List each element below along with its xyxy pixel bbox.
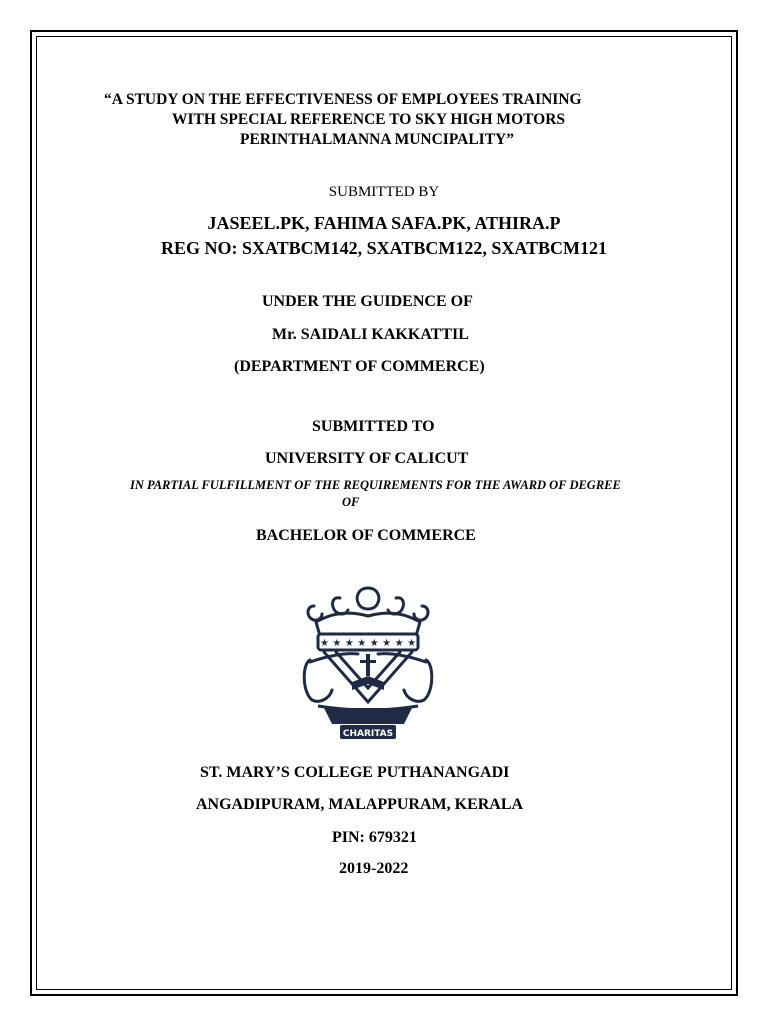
degree-name: BACHELOR OF COMMERCE [256,527,476,544]
fulfillment-line-2: OF [342,495,360,509]
academic-years: 2019-2022 [339,860,409,877]
submitted-by-label: SUBMITTED BY [328,184,440,200]
guide-name: Mr. SAIDALI KAKKATTIL [272,326,469,343]
submitted-to-label: SUBMITTED TO [312,418,435,435]
fulfillment-line-1: IN PARTIAL FULFILLMENT OF THE REQUIREMENTS FOR THE AWARD OF DEGREE [130,478,621,492]
student-names: JASEEL.PK, FAHIMA SAFA.PK, ATHIRA.P [207,213,561,233]
college-name: ST. MARY’S COLLEGE PUTHANANGADI [200,764,510,781]
registration-numbers: REG NO: SXATBCM142, SXATBCM122, SXATBCM121 [160,238,608,258]
title-line-3: PERINTHALMANNA MUNCIPALITY” [240,131,514,148]
title-line-1: “A STUDY ON THE EFFECTIVENESS OF EMPLOYEES TRAINING [104,91,582,108]
guidance-label: UNDER THE GUIDENCE OF [262,293,473,310]
college-emblem [300,582,436,744]
college-pin: PIN: 679321 [332,829,417,846]
logo-ribbon-text: CHARITAS [342,729,394,739]
university-name: UNIVERSITY OF CALICUT [265,450,469,467]
svg-text:★ ★ ★ ★ ★ ★ ★ ★: ★ ★ ★ ★ ★ ★ ★ ★ [319,638,417,649]
title-line-2: WITH SPECIAL REFERENCE TO SKY HIGH MOTORS [172,111,566,128]
department: (DEPARTMENT OF COMMERCE) [234,358,485,375]
college-address: ANGADIPURAM, MALAPPURAM, KERALA [196,796,524,813]
